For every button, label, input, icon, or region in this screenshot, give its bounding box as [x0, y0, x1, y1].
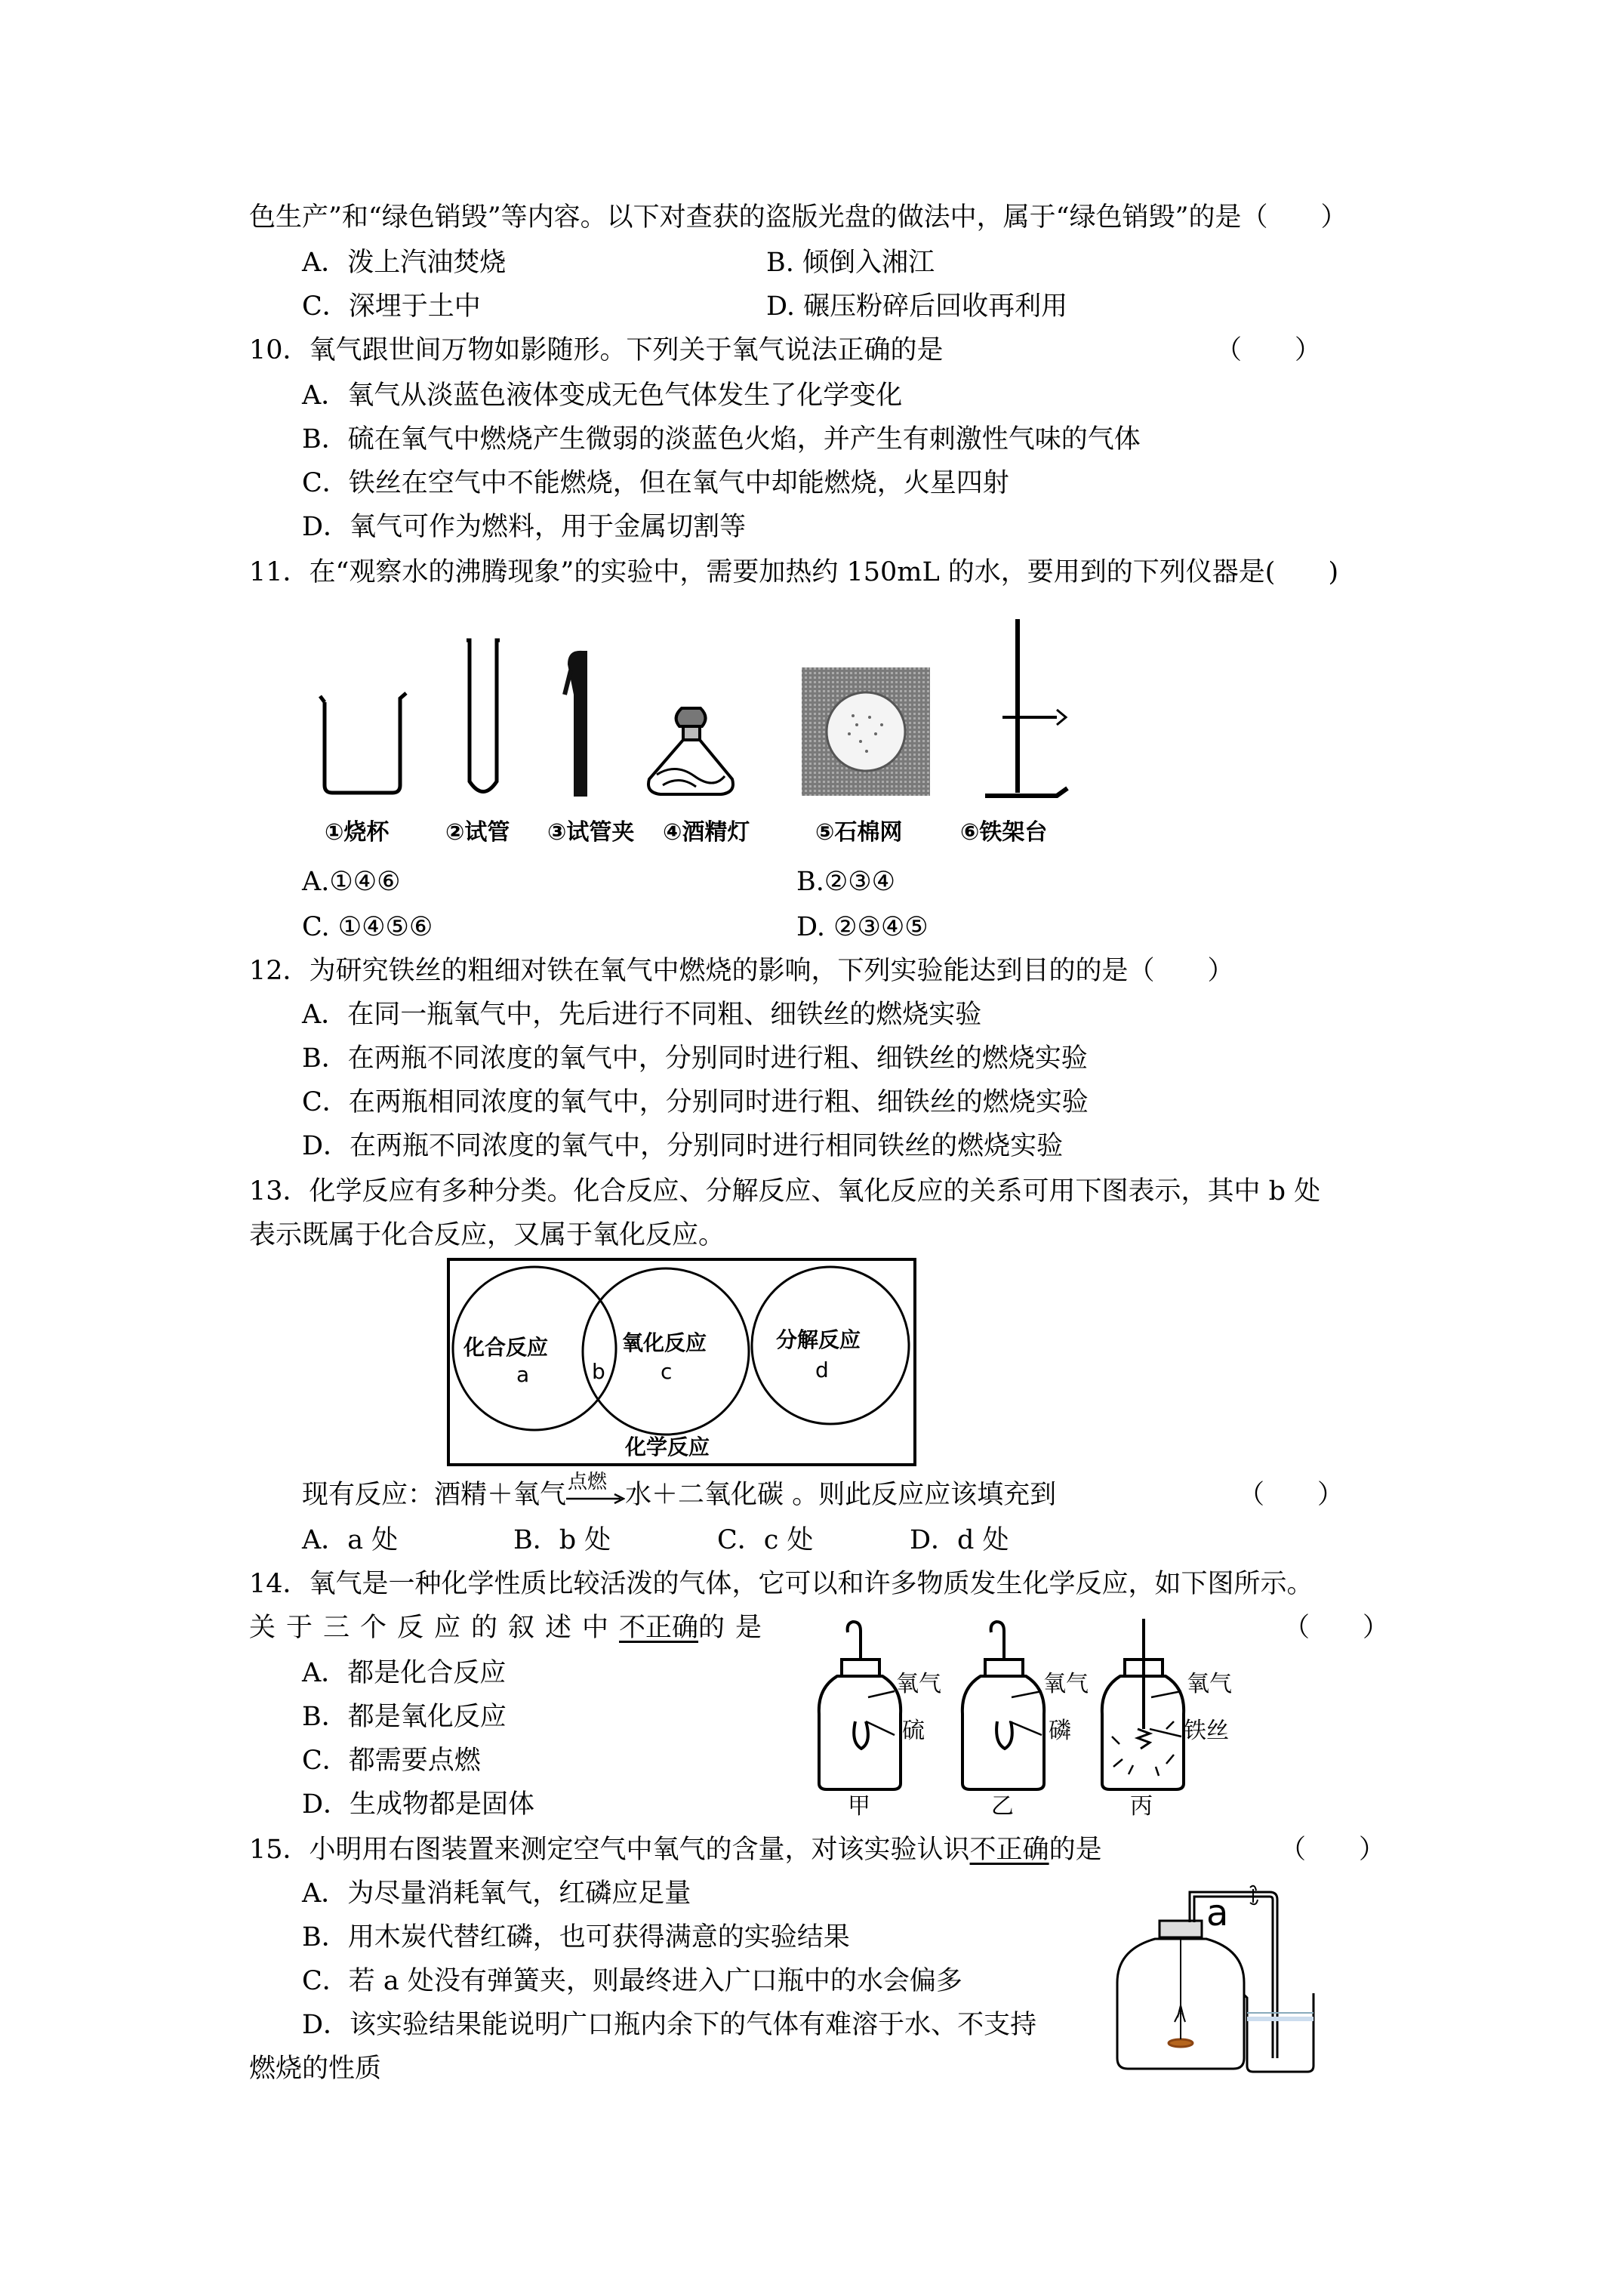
q13-stem-line2: 表示既属于化合反应，又属于氧化反应。: [249, 1220, 725, 1250]
q14-stem-line2-a: 关于三个反应的叙述中: [249, 1613, 620, 1643]
q11-option-a: A.①④⑥: [302, 867, 401, 897]
q11-stem: 11．在“观察水的沸腾现象”的实验中，需要加热约 150mL 的水，要用到的下列仪器是( ): [249, 557, 1339, 587]
q14-stem-line2-b: 的是: [698, 1613, 773, 1643]
q15-option-b: B．用木炭代替红磷，也可获得满意的实验结果: [302, 1922, 850, 1952]
q13-venn-diagram: [444, 1256, 919, 1469]
q12-option-b: B．在两瓶不同浓度的氧气中，分别同时进行粗、细铁丝的燃烧实验: [302, 1043, 1088, 1074]
q15-option-d: D．该实验结果能说明广口瓶内余下的气体有难溶于水、不支持: [302, 2010, 1037, 2040]
q14-answer-blank: （ ）: [1283, 1613, 1390, 1643]
venn-label-d: d: [815, 1358, 829, 1382]
venn-label-a: a: [516, 1362, 530, 1387]
q14-combustion-figure: [812, 1616, 1264, 1820]
venn-label-decomposition: 分解反应: [776, 1327, 861, 1352]
q15-answer-blank: （ ）: [1280, 1835, 1386, 1865]
q14-stem: 14．氧气是一种化学性质比较活泼的气体，它可以和许多物质发生化学反应，如下图所示。: [249, 1569, 1313, 1599]
beaker-water-icon: [1244, 1993, 1313, 2072]
q10-option-a: A．氧气从淡蓝色液体变成无色气体发生了化学变化: [302, 381, 903, 411]
q13-reaction-arrow: [566, 1471, 625, 1503]
q10-answer-blank: （ ）: [1215, 335, 1322, 365]
q13-option-c: C．c 处: [717, 1525, 814, 1555]
venn-label-chemical-reaction: 化学反应: [625, 1435, 710, 1459]
jar-iron-wire-icon: [1102, 1619, 1184, 1789]
q11-option-b: B.②③④: [796, 867, 895, 897]
q9-continuation: 色生产”和“绿色销毁”等内容。以下对查获的盗版光盘的做法中，属于“绿色销毁”的是（ ）: [249, 202, 1347, 233]
q15-stem-b: 的是: [1049, 1835, 1102, 1865]
q13-condition: 点燃: [568, 1471, 608, 1493]
test-tube-holder-icon: [565, 651, 587, 797]
fig-caption-jia: 甲: [848, 1793, 870, 1820]
venn-label-combination: 化合反应: [463, 1335, 549, 1360]
q9-option-d: D. 碾压粉碎后回收再利用: [766, 291, 1068, 322]
q14-option-b: B．都是氧化反应: [302, 1702, 507, 1732]
q14-stem-line2: [249, 1611, 772, 1644]
q13-option-d: D．d 处: [910, 1525, 1009, 1555]
q13-reaction-line: [302, 1471, 1057, 1512]
apparatus-label-1: ①烧杯: [325, 819, 390, 846]
fig-label-phosphorus: 磷: [1049, 1718, 1071, 1744]
q11-apparatus-figure: [302, 604, 1087, 853]
q10-stem: 10．氧气跟世间万物如影随形。下列关于氧气说法正确的是: [249, 335, 944, 365]
q15-not-correct: 不正确: [969, 1835, 1049, 1865]
apparatus-label-5: ⑤石棉网: [815, 819, 903, 846]
q9-option-b: B. 倾倒入湘江: [766, 248, 935, 278]
q15-stem: [249, 1833, 1102, 1866]
q13-answer-blank: （ ）: [1238, 1480, 1344, 1510]
q14-not-correct: 不正确: [619, 1613, 699, 1643]
q13-option-b: B．b 处: [513, 1525, 611, 1555]
venn-label-oxidation: 氧化反应: [622, 1330, 707, 1355]
fig-label-sulfur: 硫: [902, 1718, 925, 1744]
q12-option-c: C．在两瓶相同浓度的氧气中，分别同时进行粗、细铁丝的燃烧实验: [302, 1087, 1089, 1117]
glass-tube-icon: [1190, 1886, 1277, 2058]
q13-reaction-prefix: 现有反应：酒精＋氧气: [302, 1480, 567, 1510]
q12-option-d: D．在两瓶不同浓度的氧气中，分别同时进行相同铁丝的燃烧实验: [302, 1131, 1064, 1161]
fig-label-oxygen-2: 氧气: [1043, 1671, 1089, 1697]
fig-label-oxygen-1: 氧气: [896, 1671, 941, 1697]
q10-option-b: B．硫在氧气中燃烧产生微弱的淡蓝色火焰，并产生有刺激性气味的气体: [302, 424, 1141, 455]
alcohol-lamp-icon: [648, 708, 733, 794]
test-tube-icon: [467, 640, 500, 792]
q15-option-c: C．若 a 处没有弹簧夹，则最终进入广口瓶中的水会偏多: [302, 1966, 962, 1996]
venn-label-b: b: [592, 1359, 605, 1384]
q15-option-a: A．为尽量消耗氧气，红磷应足量: [302, 1878, 691, 1909]
jar-sulfur-icon: [819, 1622, 901, 1789]
q14-option-d: D．生成物都是固体: [302, 1789, 535, 1820]
q13-reaction-suffix: 水＋二氧化碳 。则此反应应该填充到: [625, 1480, 1057, 1510]
q12-option-a: A．在同一瓶氧气中，先后进行不同粗、细铁丝的燃烧实验: [302, 1000, 982, 1030]
q11-option-d: D. ②③④⑤: [796, 912, 929, 942]
jar-phosphorus-icon: [962, 1622, 1044, 1789]
q15-oxygen-apparatus: [1110, 1885, 1336, 2081]
q11-option-c: C. ①④⑤⑥: [302, 912, 433, 942]
fig-caption-bing: 丙: [1130, 1793, 1153, 1820]
q10-option-c: C．铁丝在空气中不能燃烧，但在氧气中却能燃烧，火星四射: [302, 468, 1009, 498]
q12-stem: 12．为研究铁丝的粗细对铁在氧气中燃烧的影响，下列实验能达到目的的是（ ）: [249, 956, 1234, 986]
q9-option-a: A．泼上汽油焚烧: [302, 248, 507, 278]
venn-label-c: c: [661, 1359, 673, 1384]
apparatus-label-2: ②试管: [445, 819, 510, 846]
fig-label-a: a: [1206, 1892, 1229, 1934]
q14-option-c: C．都需要点燃: [302, 1746, 481, 1776]
fig-caption-yi: 乙: [991, 1793, 1014, 1820]
iron-stand-icon: [985, 619, 1067, 796]
wide-mouth-bottle-icon: [1117, 1921, 1244, 2069]
asbestos-gauze-icon: [802, 667, 930, 796]
q10-option-d: D．氧气可作为燃料，用于金属切割等: [302, 512, 747, 542]
q14-option-a: A．都是化合反应: [302, 1658, 507, 1688]
apparatus-label-3: ③试管夹: [547, 819, 635, 846]
fig-label-iron-wire: 铁丝: [1184, 1718, 1229, 1744]
q15-stem-a: 15．小明用右图装置来测定空气中氧气的含量，对该实验认识: [249, 1835, 970, 1865]
q9-option-c: C．深埋于土中: [302, 291, 481, 322]
apparatus-label-4: ④酒精灯: [663, 819, 750, 846]
apparatus-label-6: ⑥铁架台: [960, 819, 1048, 846]
q13-option-a: A．a 处: [302, 1525, 399, 1555]
beaker-icon: [320, 693, 406, 793]
q13-stem-line1: 13．化学反应有多种分类。化合反应、分解反应、氧化反应的关系可用下图表示，其中 b 处: [249, 1176, 1321, 1207]
q15-continuation: 燃烧的性质: [249, 2054, 382, 2084]
fig-label-oxygen-3: 氧气: [1187, 1671, 1232, 1697]
